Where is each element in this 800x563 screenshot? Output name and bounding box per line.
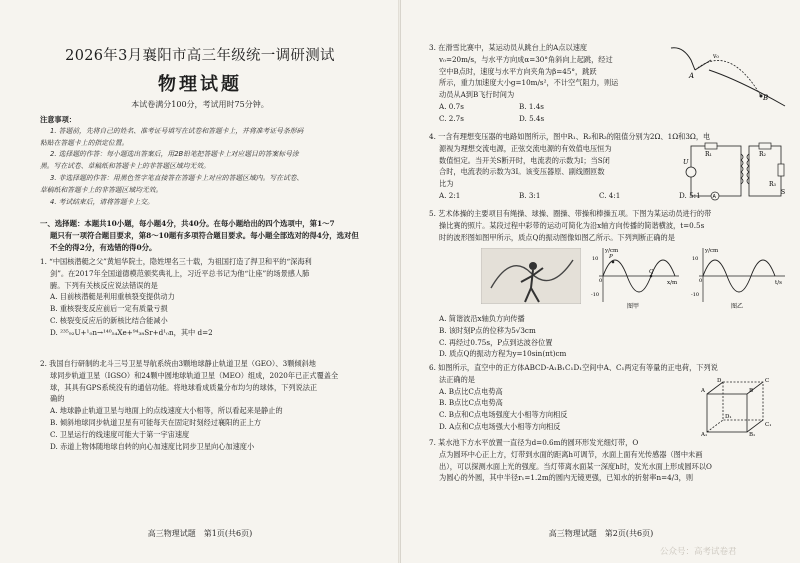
switch-label: S [781,189,786,196]
option-b: B. 3:1 [519,190,541,200]
source-label: U [683,158,689,166]
r1-label: R₁ [705,151,712,158]
question-5-options [429,313,566,360]
xlabel-jia: x/m [667,280,678,286]
question-5 [429,208,711,243]
question-line: 为圆心的外圆，其中半径r₁=1.2m的圆内无镜更强，已知水的折射率n=4/3，则 [439,473,694,483]
option-d: D. A点和C点电场强大小相等方向相反 [439,421,561,431]
option-d: D. 质点Q的振动方程为y=10sin(πt)cm [439,349,567,359]
question-line: 3. 在滑雪比赛中，某运动员从跳台上的A点以速度 [429,43,588,52]
question-line: 2. 我国自行研制的北斗三号卫星导航系统由3颗地球静止轨道卫星（GEO）、3颗倾斜地 [40,359,316,368]
exam-info: 本试卷满分100分，考试用时75分钟。 [131,100,269,109]
option-a: A. 地球静止轨道卫星与地面上的点线速度大小相等，所以看起来是静止的 [50,406,283,416]
question-line: 动员从A到B飞行时间为 [439,90,515,100]
note-line: 3. 非选择题的作答：用黑色签字笔直接答在答题卡上对应的答题区域内。写在试卷、 [50,173,304,182]
notes-block [40,114,303,208]
option-a: A. B点比C点电势高 [439,386,503,396]
question-line: 数值恒定。当开关S断开时，电流表的示数为I；当S闭 [439,155,610,165]
question-1 [40,256,312,339]
option-c: C. 再经过0.75s，P点到达波谷位置 [439,337,553,347]
option-c: C. 卫星运行的线速度可能大于第一宇宙速度 [50,429,190,439]
section-1-heading [40,218,359,253]
option-a: A. 简谐波沿x轴负方向传播 [439,314,525,323]
ylabel-jia: y/cm [605,248,619,254]
transformer-circuit [683,142,787,202]
option-b: B. 倾斜地球同步轨道卫星有可能每天在固定时刻经过襄阳的正上方 [50,417,262,427]
vertex-c1: C₁ [765,422,772,428]
option-d: D. 5:1 [679,190,701,200]
caption-yi: 图乙 [731,303,744,310]
question-line: 腑。下列有关核反应说法错误的是 [50,280,158,290]
question-line: 球，其具有GPS系统没有的通信功能。将地球看成质量分布均匀的球体，下列说法正 [50,382,318,392]
tick-10-yi: 10 [692,256,699,262]
exam-title: 2026年3月襄阳市高三年级统一调研测试 [65,48,335,64]
option-a: A. 0.7s [439,101,464,111]
vertex-a: A [701,388,705,394]
notes-heading: 注意事项： [40,115,76,124]
option-d: D. 5.4s [519,113,545,123]
vertex-b1: B₁ [749,432,756,436]
tick-neg10-jia: -10 [591,292,600,298]
option-b: B. 1.4s [519,101,544,111]
tick-10-jia: 10 [592,256,599,262]
note-line: 4. 考试结束后，请将答题卡上交。 [50,197,154,206]
question-line: v₀=20m/s，与水平方向成α=30°角斜向上起跳，经过 [439,54,613,64]
option-c: C. B点和C点电场强度大小相等方向相反 [439,410,568,420]
tick-neg10-yi: -10 [691,292,700,298]
option-c: C. 4:1 [599,190,621,200]
option-b: B. B点比C点电势高 [439,398,503,408]
subject-title: 物理试题 [158,74,242,95]
ribbon-gymnast-photo [481,248,581,304]
vertex-d: D [717,378,722,384]
question-line: 6. 如图所示，直空中的正方体ABCD-A₁B₁C₁D₁空间中A、C₁两定有等量的正电荷，下列说 [429,363,718,372]
caption-jia: 图甲 [627,303,640,310]
question-line: 点为圆环中心正上方，灯带到水面的距离h可调节，水面上面有光传感器（图中未画 [439,449,703,459]
option-b: B. 重核裂变反应前后一定有质量亏损 [50,304,168,314]
question-2 [40,358,338,452]
ylabel-yi: y/cm [705,248,719,254]
point-a-label: A [689,72,695,80]
question-line: 所示，重力加速度大小g=10m/s²，不计空气阻力，则运 [439,78,619,88]
question-line: 1. “中国核潜艇之父”黄旭华院士，隐姓埋名三十载，为祖国打造了捍卫和平的“深海利 [40,257,312,266]
option-a: A. 2:1 [439,190,461,200]
r3-label: R₃ [769,181,776,188]
wave-graph-jia [591,244,681,310]
vertex-c: C [765,378,770,384]
vertex-d1: D₁ [725,414,732,420]
point-q-label: Q [649,269,654,275]
question-line: 源视为理想交流电源，正弦交流电源的有效值电压恒为 [439,143,612,153]
r2-label: R₂ [759,151,766,158]
section-line: 一、选择题：本题共10小题，每小题4分，共40分。在每小题给出的四个选项中，第1～7 [40,219,335,228]
section-line: 不全的得2分，有选错的得0分。 [50,242,157,252]
question-7 [429,437,712,484]
option-d: D. 赤道上物体随地球自转的向心加速度比同步卫星向心加速度小 [50,441,255,451]
page-2-footer: 高三物理试题 第2页(共6页) [548,529,654,538]
question-line: 7. 某水池下方水平放置一直径为d=0.6m的圆环形发光细灯带，O [429,438,639,447]
note-line: 草稿纸和答题卡上的非答题区域均无效。 [40,185,163,194]
note-line: 2. 选择题的作答：每小题选出答案后，用2B铅笔把答题卡上对应题目的答案标号涂 [50,150,299,159]
tick-0-jia: 0 [599,278,603,284]
exam-page-2 [400,0,800,563]
point-p-label: P [609,254,613,260]
vertex-a1: A₁ [701,432,708,436]
question-line: 球同步轨道卫星（IGSO）和24颗中圆地球轨道卫星（MEO）组成，2020年已正式覆盖全 [50,370,339,380]
question-line: 时的波形图如图甲所示，质点Q的振动图像如图乙所示。下列判断正确的是 [439,232,675,242]
page-1-footer: 高三物理试题 第1页(共6页) [147,529,253,538]
question-line: 5. 艺术体操的主要项目有绳操、球操、圈操、带操和棒操五项。下图为某运动员进行的带 [429,209,712,218]
question-line: 出），可以探测水面上光的强度。当灯带离水面某一深度h时，发光水面上形成圆环以O [439,461,712,471]
note-line: 1. 答题前，先将自己的姓名、准考证号填写在试卷和答题卡上，并将准考证号条形码 [50,126,304,135]
ammeter-label: A [712,194,716,200]
xlabel-yi: t/s [775,280,782,286]
option-c: C. 2.7s [439,113,464,123]
ski-jump-figure [669,40,787,108]
section-line: 题只有一项符合题目要求，第8～10题有多项符合题目要求。每小题全部选对的得4分，选对但 [50,230,359,240]
tick-0-yi: 0 [699,278,703,284]
option-b: B. 该时刻P点的位移为5√3cm [439,325,536,335]
question-line: 剑”。在2017年全国道德模范颁奖典礼上，习近平总书记为他“让座”的场景感人肺 [50,268,310,278]
watermark: 公众号：高考试卷君 [660,547,737,557]
vibration-graph-yi [691,244,787,310]
question-3 [429,42,618,125]
question-line: 合时，电流表的示数为3I。该变压器原、副线圈匝数 [439,167,605,177]
option-d: D. ²³⁵₉₂U+¹₀n→¹⁴⁰₅₄Xe+⁹⁴₃₈Sr+d¹₀n，其中 d=2 [50,327,213,337]
question-line: 操比赛的照片。某段过程中彩带的运动可简化为沿x轴方向传播的简谐横波，t=0.5s [439,220,705,230]
option-c: C. 核裂变反应后的新核比结合能减小 [50,315,168,325]
note-line: 粘贴在答题卡上的指定位置。 [40,138,129,147]
question-line: 比为 [439,179,454,189]
cube-figure [701,378,773,436]
option-a: A. 目前核潜艇是利用重核裂变提供动力 [50,292,175,302]
question-line: 4. 一含有理想变压器的电路如图所示，图中R₁、R₂和R₃的阻值分别为2Ω、1Ω和3Ω，电 [429,132,711,141]
point-b-label: B [763,94,769,102]
note-line: 黑。写在试卷、草稿纸和答题卡上的非答题区域均无效。 [40,162,210,171]
vertex-b: B [749,388,754,394]
question-line: 法正确的是 [439,374,475,384]
question-line: 空中B点时，速度与水平方向夹角为β=45°，跳跃 [439,66,597,76]
question-line: 确的 [50,394,65,404]
v0-label: v₀ [713,53,719,60]
question-6 [429,362,718,433]
